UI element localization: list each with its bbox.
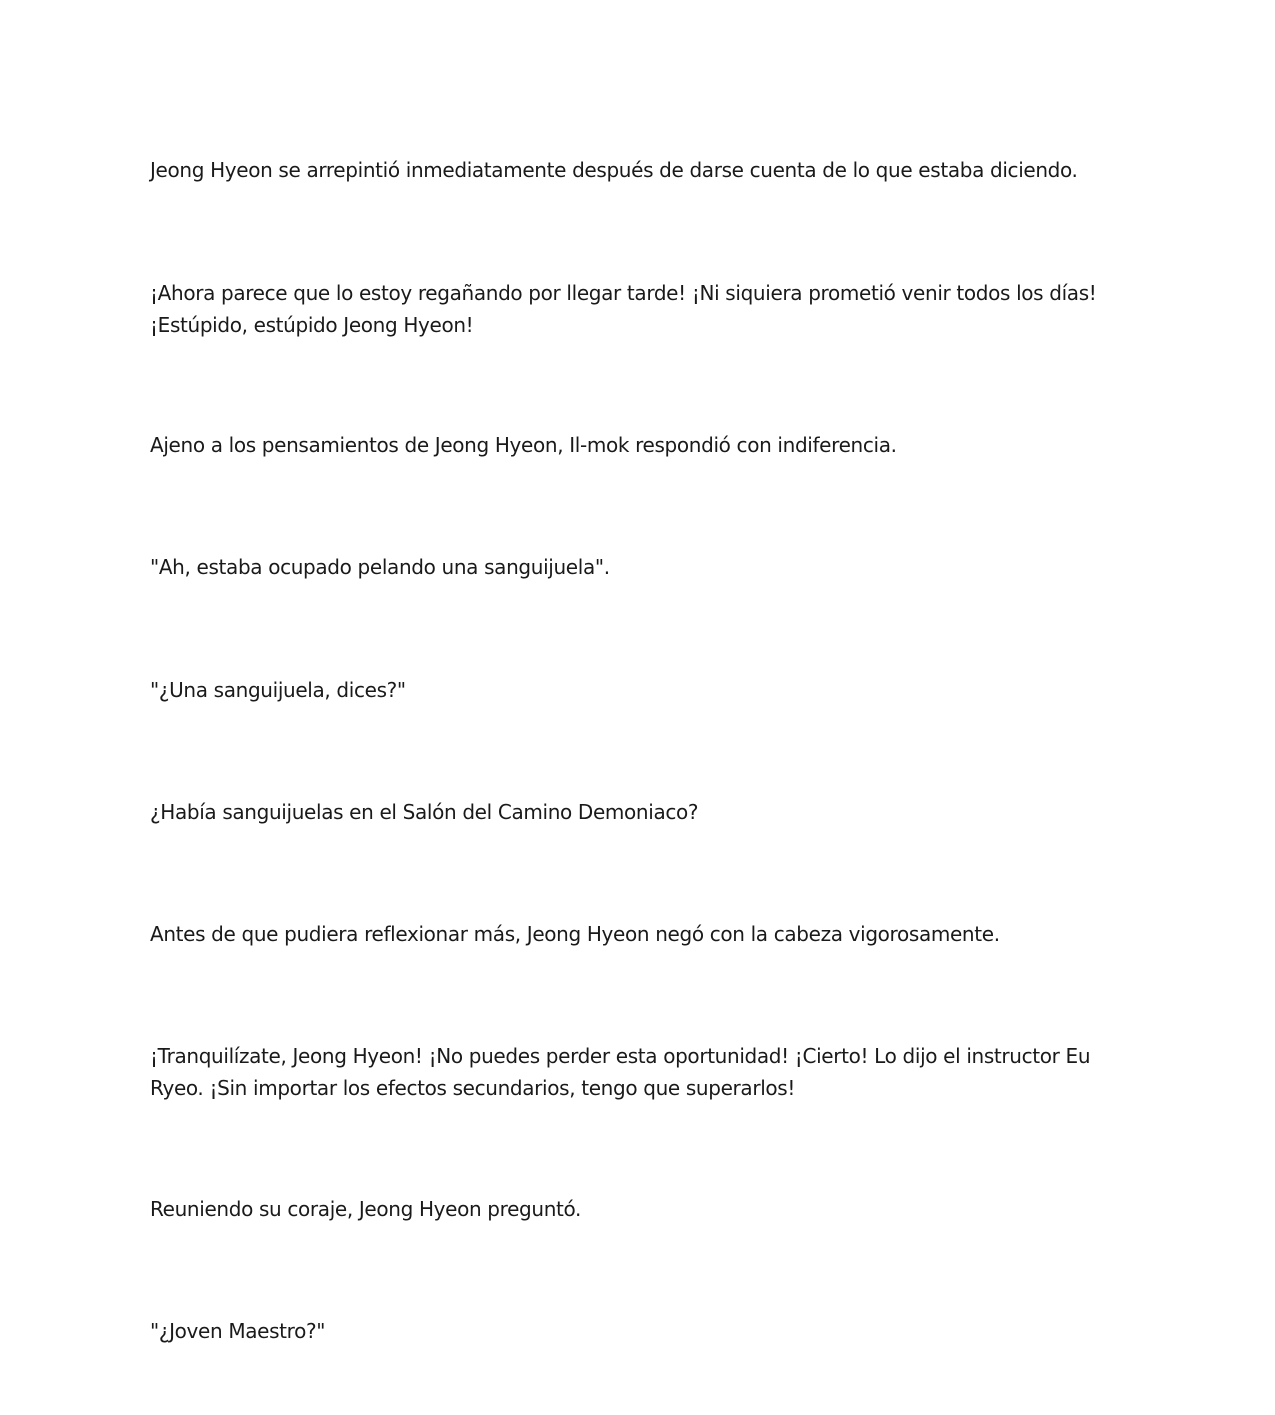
paragraph: ¿Había sanguijuelas en el Salón del Camino Demoniaco? — [150, 800, 699, 824]
paragraph: ¡Tranquilízate, Jeong Hyeon! ¡No puedes perder esta oportunidad! ¡Cierto! Lo dijo el instructor Eu Ryeo. ¡Sin importar los efectos secundarios, tengo que superarlos! — [150, 1044, 1091, 1100]
paragraph: Antes de que pudiera reflexionar más, Jeong Hyeon negó con la cabeza vigorosamente. — [150, 922, 1000, 946]
paragraph: "¿Una sanguijuela, dices?" — [150, 678, 406, 702]
paragraph: Ajeno a los pensamientos de Jeong Hyeon, Il-mok respondió con indiferencia. — [150, 433, 897, 457]
paragraph: "Ah, estaba ocupado pelando una sanguijuela". — [150, 555, 610, 579]
paragraph: Jeong Hyeon se arrepintió inmediatamente después de darse cuenta de lo que estaba diciendo. — [150, 158, 1078, 182]
paragraph: "¿Joven Maestro?" — [150, 1319, 326, 1343]
paragraph: Reuniendo su coraje, Jeong Hyeon preguntó. — [150, 1197, 582, 1221]
paragraph: ¡Ahora parece que lo estoy regañando por llegar tarde! ¡Ni siquiera prometió venir todos los días! ¡Estúpido, estúpido Jeong Hyeon! — [150, 281, 1097, 337]
